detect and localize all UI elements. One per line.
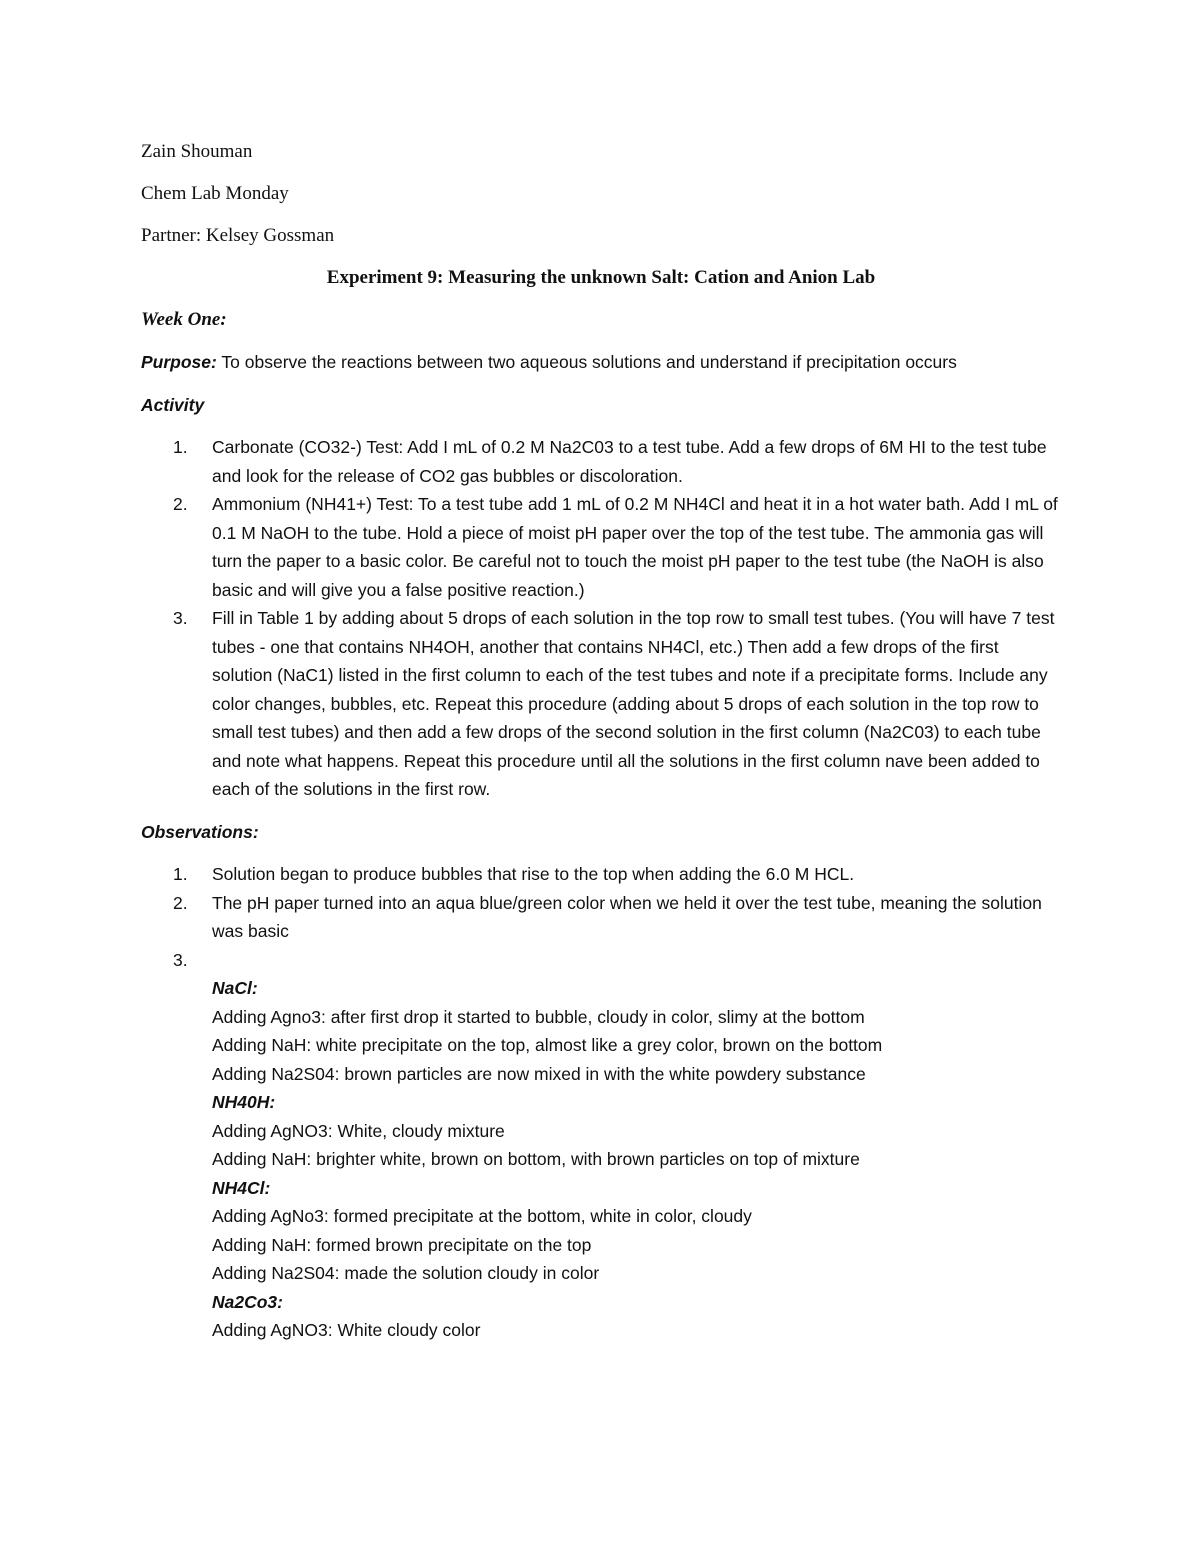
list-item-text <box>212 946 1061 975</box>
list-item <box>141 946 1061 1345</box>
list-item <box>141 889 1061 946</box>
observation-line: Adding Na2S04: made the solution cloudy in color <box>212 1263 600 1283</box>
group-heading-nh4cl: NH4Cl: <box>212 1177 271 1198</box>
observation-line: Adding Agno3: after first drop it started to bubble, cloudy in color, slimy at the bottom <box>212 1006 865 1027</box>
list-item <box>141 604 1061 804</box>
observation-line: Adding NaH: white precipitate on the top, almost like a grey color, brown on the bottom <box>212 1035 883 1055</box>
observation-line: Adding AgNO3: White cloudy color <box>212 1320 481 1340</box>
observation-line: Adding NaH: formed brown precipitate on the top <box>212 1234 592 1255</box>
observations-heading: Observations: <box>141 821 259 842</box>
document-title: Experiment 9: Measuring the unknown Salt: Cation and Anion Lab <box>326 267 876 288</box>
list-number: 2. <box>173 494 188 514</box>
list-item-text: The pH paper turned into an aqua blue/green color when we held it over the test tube, meaning the solution was basic <box>212 892 1042 941</box>
week-heading: Week One: <box>141 309 227 330</box>
activity-heading: Activity <box>141 394 205 415</box>
author-name: Zain Shouman <box>141 141 253 162</box>
document-page <box>141 138 1061 1359</box>
purpose-paragraph <box>141 348 1061 377</box>
partner-line: Partner: Kelsey Gossman <box>141 225 335 246</box>
list-number: 1. <box>173 864 188 884</box>
list-item-text: Ammonium (NH41+) Test: To a test tube add 1 mL of 0.2 M NH4Cl and heat it in a hot water bath. Add I mL of 0.1 M NaOH to the tube. Hold a piece of moist pH paper over the top of the test tube. The ammonia gas will turn the paper to a basic color. Be careful not to touch the moist pH paper to the test tube (the NaOH is also basic and will give you a false positive reaction.) <box>212 494 1058 600</box>
list-item-text: Fill in Table 1 by adding about 5 drops of each solution in the top row to small test tubes. (You will have 7 test tubes - one that contains NH4OH, another that contains NH4Cl, etc.) Then add a few drops of the first solution (NaC1) listed in the first column to each of the test tubes and note if a precipitate forms. Include any color changes, bubbles, etc. Repeat this procedure (adding about 5 drops of each solution in the top row to small test tubes) and then add a few drops of the second solution in the first column (Na2C03) to each tube and note what happens. Repeat this procedure until all the solutions in the first column nave been added to each of the solutions in the first row. <box>212 608 1055 799</box>
purpose-text: To observe the reactions between two aqueous solutions and understand if precipitation occurs <box>216 352 957 372</box>
observation-line: Adding NaH: brighter white, brown on bottom, with brown particles on top of mixture <box>212 1149 860 1169</box>
observation-line: Adding AgNO3: White, cloudy mixture <box>212 1120 505 1141</box>
observation-line: Adding Na2S04: brown particles are now mixed in with the white powdery substance <box>212 1063 866 1084</box>
course-line: Chem Lab Monday <box>141 183 289 204</box>
list-item <box>141 433 1061 490</box>
list-item-text: Carbonate (CO32-) Test: Add I mL of 0.2 M Na2C03 to a test tube. Add a few drops of 6M HI to the test tube and look for the release of CO2 gas bubbles or discoloration. <box>212 437 1047 486</box>
observations-list <box>141 860 1061 1345</box>
list-number: 3. <box>173 608 188 628</box>
list-item <box>141 860 1061 889</box>
group-heading-nh4oh: NH40H: <box>212 1092 276 1112</box>
list-number: 3. <box>173 949 188 970</box>
activity-list <box>141 433 1061 804</box>
list-item <box>141 490 1061 604</box>
list-number: 1. <box>173 437 188 457</box>
list-number: 2. <box>173 892 188 913</box>
list-item-text: Solution began to produce bubbles that rise to the top when adding the 6.0 M HCL. <box>212 864 855 884</box>
observation-line: Adding AgNo3: formed precipitate at the bottom, white in color, cloudy <box>212 1206 752 1226</box>
group-heading-nacl: NaCl: <box>212 978 258 998</box>
purpose-label: Purpose: <box>141 352 217 372</box>
group-heading-na2co3: Na2Co3: <box>212 1291 283 1312</box>
